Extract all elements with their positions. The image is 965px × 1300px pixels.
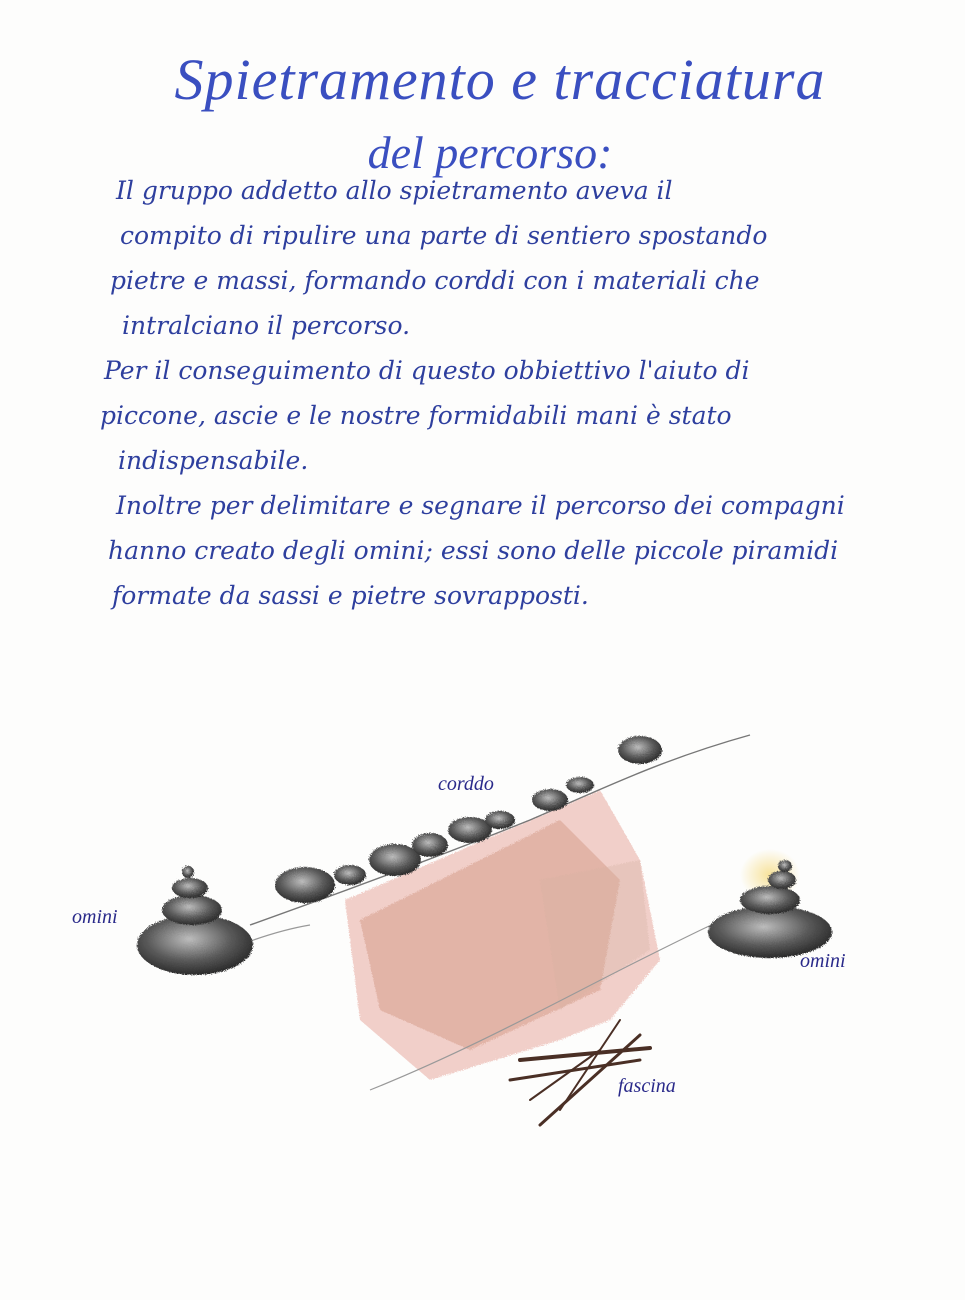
omino-cairn-left <box>137 866 253 975</box>
body-line: indispensabile. <box>118 446 309 475</box>
label-omini-right: omini <box>800 950 846 972</box>
body-line: Inoltre per delimitare e segnare il percorso dei compagni <box>116 491 845 520</box>
body-line: Il gruppo addetto allo spietramento aveva il <box>116 176 673 205</box>
label-omini-left: omini <box>72 906 118 928</box>
body-line: pietre e massi, formando corddi con i materiali che <box>110 266 760 295</box>
body-line: intralciano il percorso. <box>122 311 411 340</box>
path-shading <box>345 790 660 1080</box>
body-line: formate da sassi e pietre sovrapposti. <box>112 581 589 610</box>
page-title: Spietramento e tracciatura <box>174 47 826 112</box>
page-subtitle: del percorso: <box>367 127 613 178</box>
body-line: Per il conseguimento di questo obbiettivo l'aiuto di <box>104 356 750 385</box>
label-cordolo: corddo <box>438 773 494 795</box>
body-line: compito di ripulire una parte di sentiero spostando <box>120 221 768 250</box>
body-line: piccone, ascie e le nostre formidabili mani è stato <box>100 401 732 430</box>
body-line: hanno creato degli omini; essi sono delle piccole piramidi <box>108 536 839 565</box>
label-fascina: fascina <box>618 1075 676 1097</box>
